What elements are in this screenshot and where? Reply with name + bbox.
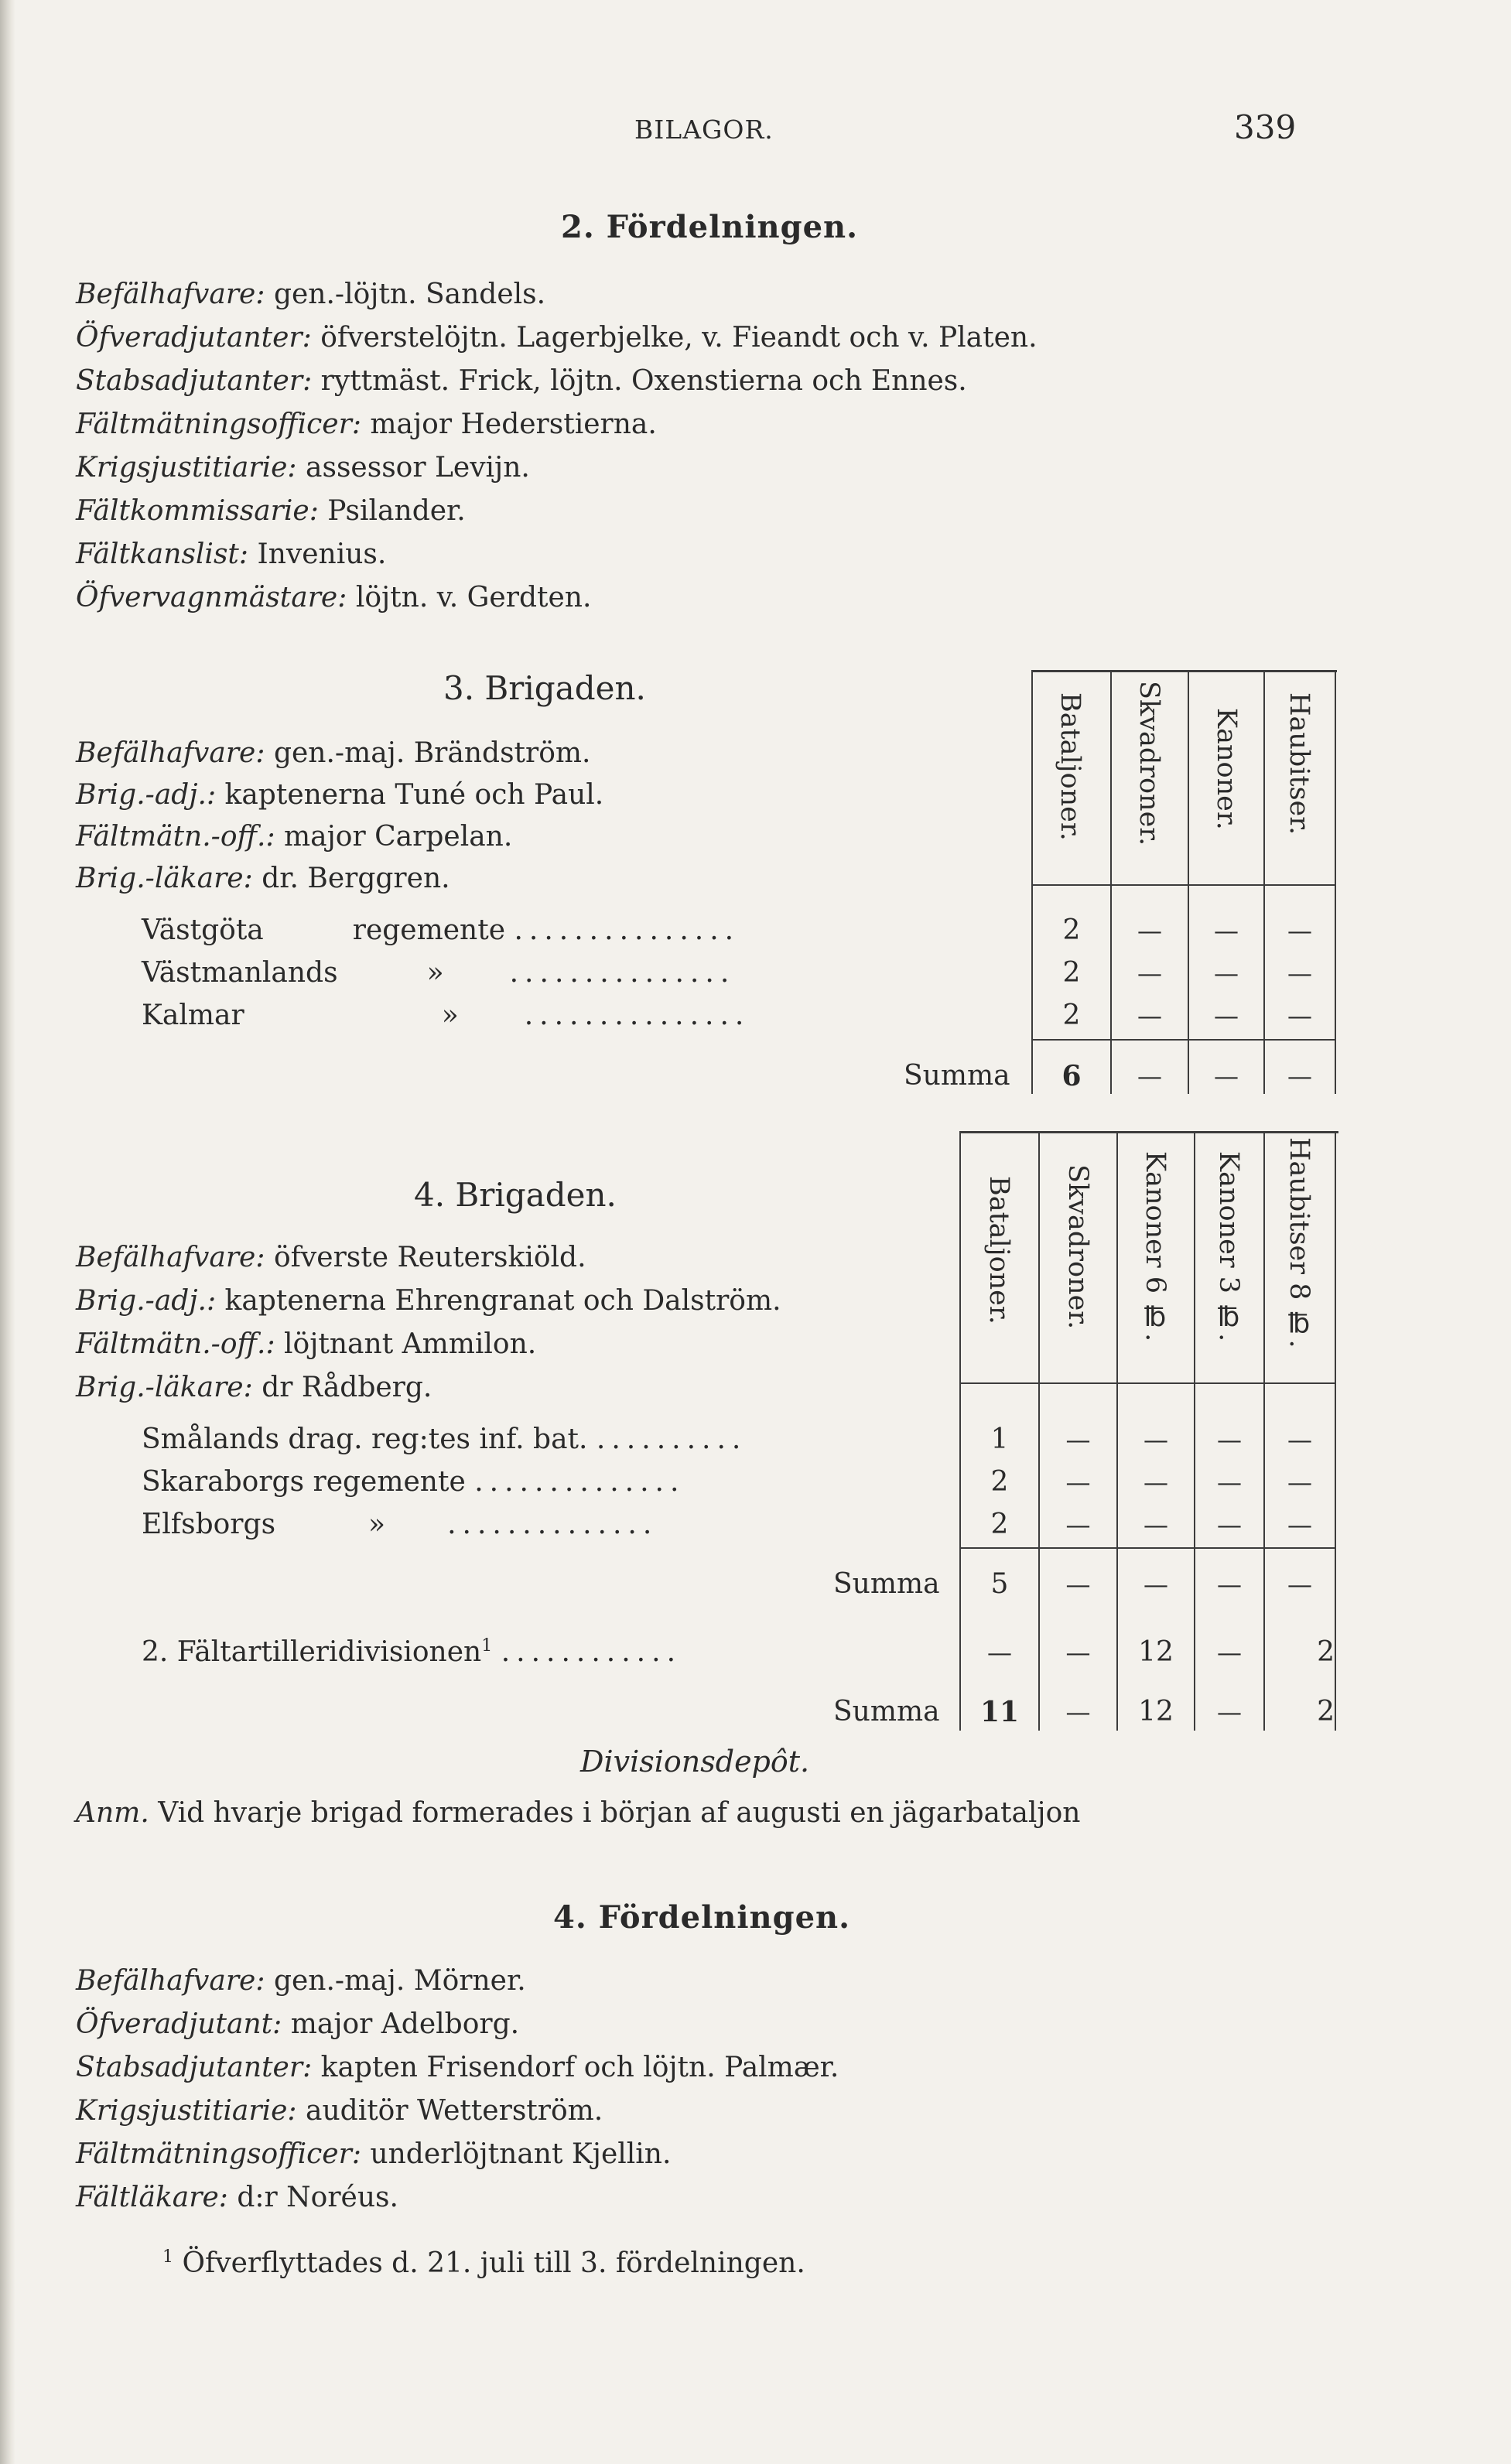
staff-role: Stabsadjutanter: xyxy=(76,365,313,397)
table-cell: — xyxy=(1214,916,1239,945)
summa-cell: — xyxy=(1214,1061,1239,1091)
footnote-ref: 1 xyxy=(481,1636,493,1656)
table-row-label xyxy=(142,914,740,946)
staff-role: Fältmätn.-off.: xyxy=(76,821,275,853)
staff-role: Fältläkare: xyxy=(76,2182,228,2213)
staff-name: dr. Berggren. xyxy=(262,863,450,894)
table-cell: — xyxy=(1137,916,1162,945)
staff-line xyxy=(76,452,530,484)
table-cell: — xyxy=(1217,1510,1242,1540)
table-cell: 2 xyxy=(1062,957,1081,989)
staff-name: öfverstelöjtn. Lagerbjelke, v. Fieandt och v. Platen. xyxy=(320,322,1038,354)
staff-role: Krigsjustitiarie: xyxy=(76,2095,297,2127)
summa-cell: — xyxy=(1217,1570,1242,1599)
row-name: Västgöta xyxy=(142,914,264,946)
brigade-4-title: 4. Brigaden. xyxy=(414,1176,617,1214)
table-cell: — xyxy=(1217,1468,1242,1497)
page-number: 339 xyxy=(1234,108,1297,146)
anm-note xyxy=(76,1797,1080,1829)
staff-name: gen.-löjtn. Sandels. xyxy=(273,279,546,310)
total-cell: — xyxy=(1065,1697,1091,1727)
staff-name: kaptenerna Tuné och Paul. xyxy=(224,779,604,811)
summa-cell: — xyxy=(1065,1570,1091,1599)
artillery-label: 2. Fältartilleridivisionen xyxy=(142,1636,482,1668)
total-cell: 2 xyxy=(1317,1696,1335,1728)
table-cell: — xyxy=(1065,1510,1091,1540)
section-title-div4: 4. Fördelningen. xyxy=(553,1899,851,1936)
staff-role: Befälhafvare: xyxy=(76,1965,265,1997)
row-unit: » xyxy=(441,1000,459,1031)
staff-name: Psilander. xyxy=(327,495,466,527)
table-top-rule xyxy=(959,1131,1338,1133)
staff-role: Fältkanslist: xyxy=(76,538,249,570)
staff-line xyxy=(76,821,512,853)
artillery-row-label xyxy=(142,1636,682,1668)
column-header-skvadroner: Skvadroner. xyxy=(1133,681,1164,846)
staff-line xyxy=(76,779,603,811)
table-cell: 12 xyxy=(1138,1636,1174,1668)
anm-label: Anm. xyxy=(76,1797,149,1829)
row-label-text: Smålands drag. reg:tes inf. bat. xyxy=(142,1423,588,1455)
table-cell: — xyxy=(1217,1425,1242,1454)
summa-rule xyxy=(959,1547,1335,1549)
table-cell: 1 xyxy=(990,1423,1009,1455)
summa-cell: — xyxy=(1144,1570,1168,1599)
staff-name: gen.-maj. Brändström. xyxy=(273,737,591,769)
summa-label: Summa xyxy=(904,1060,1010,1092)
staff-role: Stabsadjutanter: xyxy=(76,2052,313,2083)
table-cell: — xyxy=(1144,1425,1168,1454)
column-header-skvadroner: Skvadroner. xyxy=(1062,1164,1093,1330)
staff-line xyxy=(76,538,386,570)
table-cell: — xyxy=(1287,1001,1312,1030)
table-row-label xyxy=(142,1509,658,1540)
row-unit: » xyxy=(426,957,444,989)
leader-dots: .............. xyxy=(447,1509,658,1540)
staff-role: Brig.-läkare: xyxy=(76,1372,253,1403)
summa-cell: — xyxy=(1287,1061,1312,1091)
staff-name: dr Rådberg. xyxy=(262,1372,432,1403)
column-header-kanoner: Kanoner. xyxy=(1211,708,1242,830)
table-cell: — xyxy=(987,1638,1012,1667)
staff-line xyxy=(76,582,591,613)
table-top-rule xyxy=(1031,670,1337,672)
column-header-bataljoner: Bataljoner. xyxy=(1055,692,1085,841)
footnote-mark: 1 xyxy=(162,2247,173,2267)
table-cell: — xyxy=(1144,1510,1168,1540)
staff-role: Öfvervagnmästare: xyxy=(76,582,347,613)
table-cell: — xyxy=(1065,1425,1091,1454)
staff-name: Invenius. xyxy=(257,538,387,570)
staff-role: Befälhafvare: xyxy=(76,1242,265,1273)
anm-text: Vid hvarje brigad formerades i början af augusti en jägarbataljon xyxy=(158,1797,1081,1829)
staff-role: Brig.-läkare: xyxy=(76,863,253,894)
table-header-rule xyxy=(1031,884,1335,886)
column-rule xyxy=(1335,670,1336,1094)
staff-line xyxy=(76,1328,536,1360)
table-cell: — xyxy=(1217,1638,1242,1667)
total-cell: 11 xyxy=(979,1696,1020,1728)
table-cell: 2 xyxy=(1317,1636,1335,1668)
staff-line xyxy=(76,279,545,310)
column-header-kanoner-6: Kanoner 6 ℔. xyxy=(1140,1151,1171,1342)
summa-rule xyxy=(1031,1039,1335,1041)
leader-dots: ............... xyxy=(524,1000,750,1031)
column-header-kanoner-3: Kanoner 3 ℔. xyxy=(1213,1151,1244,1342)
summa-cell: 6 xyxy=(1061,1060,1082,1092)
column-header-bataljoner: Bataljoner. xyxy=(983,1176,1014,1324)
summa-cell: — xyxy=(1287,1570,1312,1599)
leader-dots: .......... xyxy=(596,1423,747,1455)
table-cell: — xyxy=(1287,1510,1312,1540)
table-cell: 2 xyxy=(990,1509,1009,1540)
staff-name: löjtnant Ammilon. xyxy=(284,1328,537,1360)
staff-name: major Carpelan. xyxy=(284,821,513,853)
table-cell: 2 xyxy=(990,1466,1009,1498)
staff-line xyxy=(76,322,1038,354)
staff-name: d:r Noréus. xyxy=(237,2182,398,2213)
table-cell: 2 xyxy=(1062,914,1081,946)
table-header-rule xyxy=(959,1382,1335,1384)
column-rule xyxy=(959,1131,961,1731)
book-spine-edge xyxy=(0,0,15,2464)
leader-dots: .............. xyxy=(474,1466,685,1498)
table-cell: — xyxy=(1214,959,1239,988)
table-cell: — xyxy=(1287,916,1312,945)
running-title: BILAGOR. xyxy=(634,114,774,145)
table-row-label xyxy=(142,1423,747,1455)
staff-name: ryttmäst. Frick, löjtn. Oxenstierna och Ennes. xyxy=(320,365,967,397)
row-unit: » xyxy=(368,1509,386,1540)
summa-cell: — xyxy=(1137,1061,1162,1091)
staff-line xyxy=(76,495,466,527)
table-row-label xyxy=(142,957,735,989)
staff-name: assessor Levijn. xyxy=(306,452,530,484)
table-cell: — xyxy=(1065,1468,1091,1497)
staff-line xyxy=(76,2052,839,2083)
staff-name: gen.-maj. Mörner. xyxy=(273,1965,526,1997)
staff-role: Befälhafvare: xyxy=(76,279,265,310)
column-rule xyxy=(1031,670,1033,1094)
column-header-haubitser: Haubitser. xyxy=(1284,692,1314,836)
row-unit: regemente xyxy=(352,914,506,946)
staff-role: Befälhafvare: xyxy=(76,737,265,769)
staff-line xyxy=(76,365,967,397)
leader-dots: ............ xyxy=(501,1636,682,1668)
total-label: Summa xyxy=(833,1696,940,1728)
table-cell: — xyxy=(1287,1468,1312,1497)
table-row-label xyxy=(142,1000,750,1031)
footnote-text: Öfverflyttades d. 21. juli till 3. fördelningen. xyxy=(182,2247,805,2279)
staff-line xyxy=(76,1285,781,1317)
staff-name: kapten Frisendorf och löjtn. Palmær. xyxy=(320,2052,839,2083)
staff-role: Öfveradjutanter: xyxy=(76,322,312,354)
leader-dots: ............... xyxy=(514,914,740,946)
staff-line xyxy=(76,1372,432,1403)
column-rule xyxy=(1335,1131,1336,1731)
column-header-haubitser-8: Haubitser 8 ℔. xyxy=(1284,1137,1314,1348)
row-name: Västmanlands xyxy=(142,957,338,989)
staff-line xyxy=(76,737,591,769)
staff-role: Fältmätningsofficer: xyxy=(76,408,361,440)
row-label-text: Skaraborgs regemente xyxy=(142,1466,466,1498)
staff-role: Brig.-adj.: xyxy=(76,1285,217,1317)
brigade-3-title: 3. Brigaden. xyxy=(443,669,646,707)
staff-name: öfverste Reuterskiöld. xyxy=(273,1242,586,1273)
depot-heading: Divisionsdepôt. xyxy=(580,1745,810,1779)
staff-name: underlöjtnant Kjellin. xyxy=(370,2138,672,2170)
staff-role: Fältmätn.-off.: xyxy=(76,1328,275,1360)
section-title-div2: 2. Fördelningen. xyxy=(561,209,859,245)
table-cell: — xyxy=(1287,959,1312,988)
staff-role: Fältkommissarie: xyxy=(76,495,319,527)
table-cell: — xyxy=(1287,1425,1312,1454)
staff-role: Öfveradjutant: xyxy=(76,2008,282,2040)
summa-label: Summa xyxy=(833,1568,940,1600)
row-name: Kalmar xyxy=(142,1000,244,1031)
staff-line xyxy=(76,2182,398,2213)
staff-role: Krigsjustitiarie: xyxy=(76,452,297,484)
table-cell: — xyxy=(1137,1001,1162,1030)
table-cell: — xyxy=(1065,1638,1091,1667)
staff-line xyxy=(76,1242,586,1273)
staff-line xyxy=(76,2138,671,2170)
staff-role: Fältmätningsofficer: xyxy=(76,2138,361,2170)
footnote xyxy=(162,2247,805,2279)
row-label-text: Elfsborgs xyxy=(142,1509,276,1540)
staff-name: major Adelborg. xyxy=(290,2008,520,2040)
staff-line xyxy=(76,1965,526,1997)
leader-dots: ............... xyxy=(509,957,736,989)
staff-name: auditör Wetterström. xyxy=(306,2095,603,2127)
staff-name: kaptenerna Ehrengranat och Dalström. xyxy=(224,1285,781,1317)
staff-line xyxy=(76,2008,519,2040)
staff-role: Brig.-adj.: xyxy=(76,779,217,811)
staff-line xyxy=(76,2095,603,2127)
table-cell: — xyxy=(1137,959,1162,988)
total-cell: — xyxy=(1217,1697,1242,1727)
staff-line xyxy=(76,408,657,440)
table-cell: 2 xyxy=(1062,1000,1081,1031)
staff-name: löjtn. v. Gerdten. xyxy=(355,582,592,613)
total-cell: 12 xyxy=(1138,1696,1174,1728)
table-row-label xyxy=(142,1466,685,1498)
table-cell: — xyxy=(1214,1001,1239,1030)
summa-cell: 5 xyxy=(990,1568,1009,1600)
table-cell: — xyxy=(1144,1468,1168,1497)
staff-line xyxy=(76,863,450,894)
staff-name: major Hederstierna. xyxy=(370,408,657,440)
